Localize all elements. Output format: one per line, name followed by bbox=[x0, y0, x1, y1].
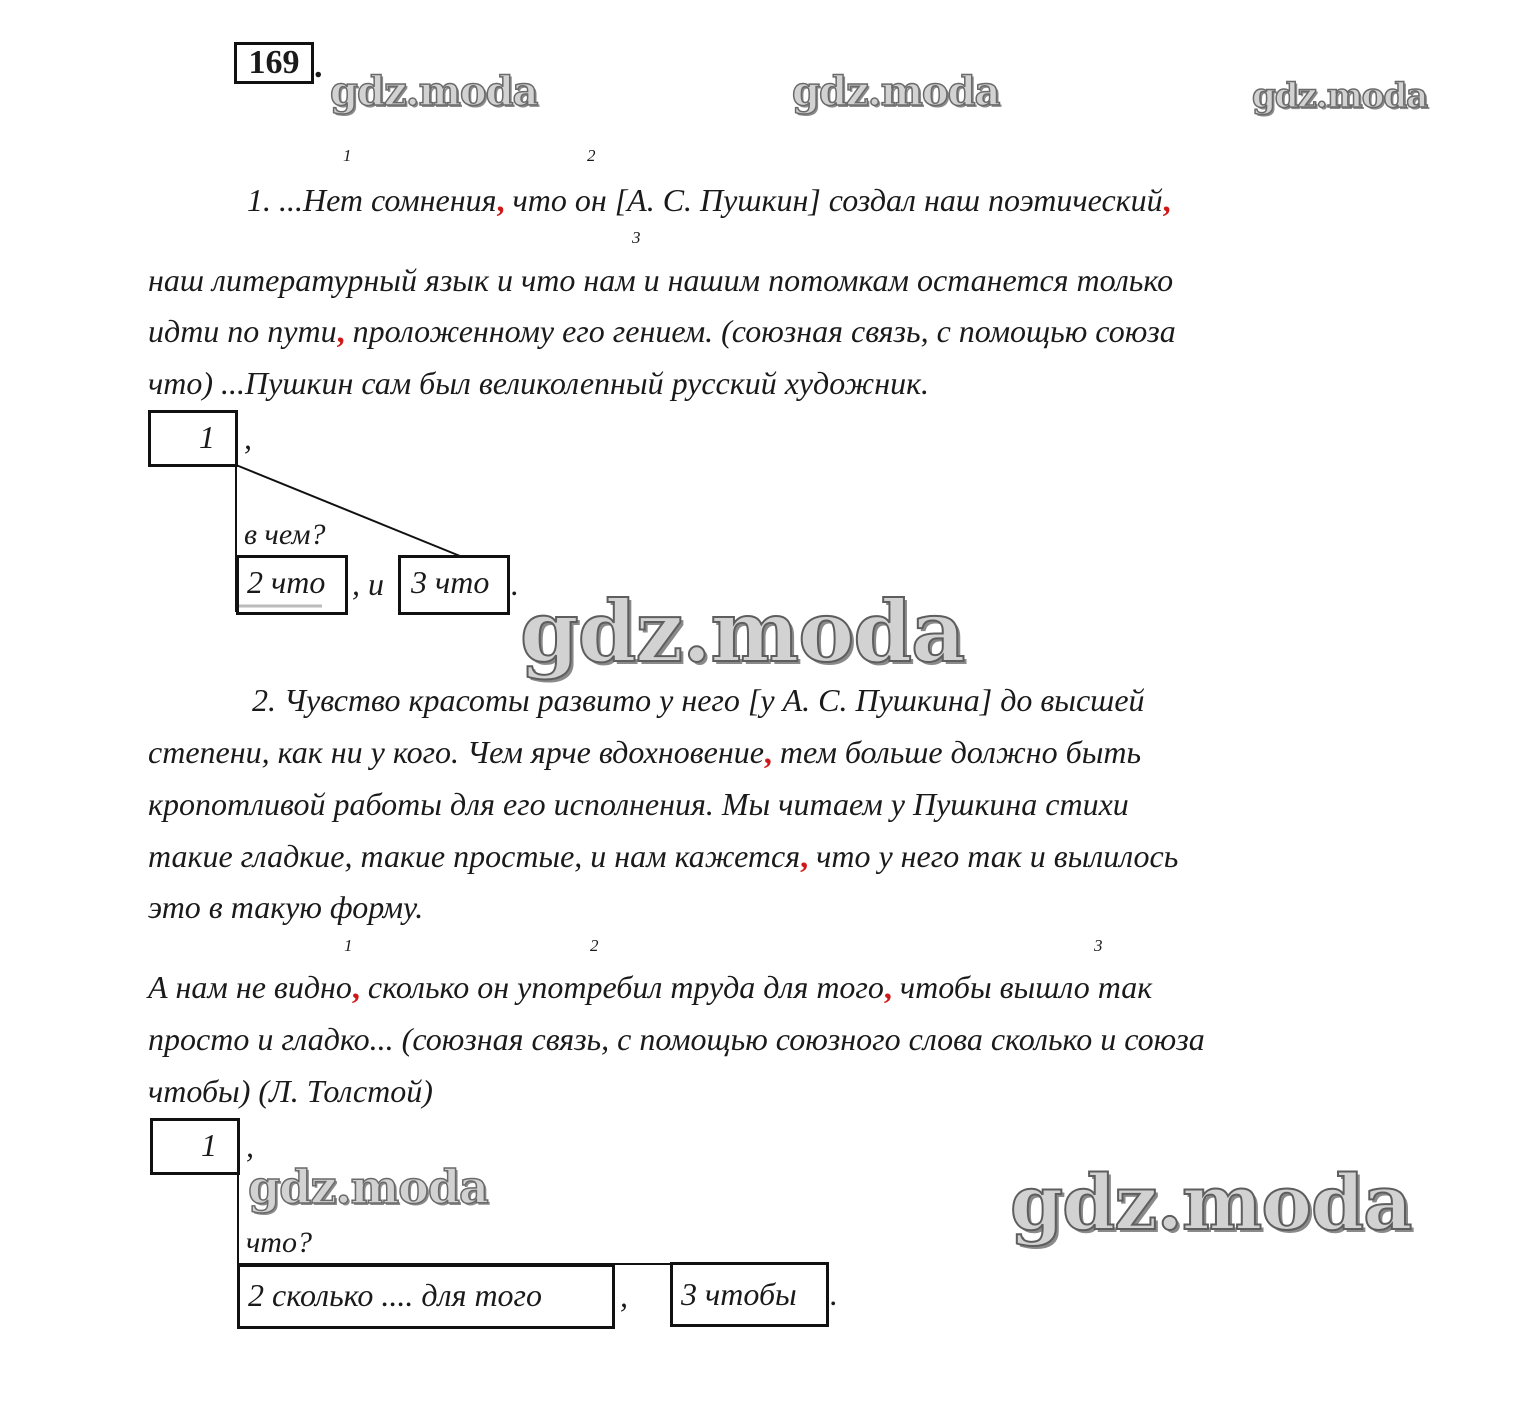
scheme1-clause-2: 2 что bbox=[236, 555, 348, 615]
scheme2-clause-3: 3 чтобы bbox=[670, 1262, 829, 1327]
sentence2-line2: степени, как ни у кого. Чем ярче вдохновение, тем больше должно быть bbox=[148, 734, 1142, 770]
inserted-comma: , bbox=[763, 734, 772, 770]
scheme1-main-clause: 1 bbox=[148, 410, 238, 467]
clause-number-1: 1 bbox=[344, 936, 353, 955]
task-number-dot: . bbox=[314, 48, 323, 85]
inserted-comma: , bbox=[336, 313, 345, 349]
scheme2-question: что? bbox=[246, 1226, 312, 1259]
scheme2-period: . bbox=[830, 1276, 838, 1312]
scheme1-period: . bbox=[511, 566, 519, 602]
scheme2-main-clause: 1 bbox=[150, 1118, 240, 1175]
sentence2-line6: А нам не видно, сколько он употребил труда для того, чтобы вышло так bbox=[148, 969, 1153, 1005]
clause-number-2: 2 bbox=[587, 146, 596, 165]
inserted-comma: , bbox=[1162, 182, 1171, 218]
watermark: gdz.moda bbox=[330, 68, 538, 115]
sentence2-line3: кропотливой работы для его исполнения. Мы читаем у Пушкина стихи bbox=[148, 786, 1129, 822]
clause-number-3: 3 bbox=[632, 228, 641, 247]
clause-number-2: 2 bbox=[590, 936, 599, 955]
sentence2-line1: 2. Чувство красоты развито у него [у А. С. Пушкина] до высшей bbox=[252, 682, 1145, 718]
task-number-box: 169 bbox=[234, 42, 314, 84]
scheme2-clause-2: 2 сколько .... для того bbox=[237, 1264, 615, 1329]
watermark: gdz.moda bbox=[248, 1160, 488, 1214]
scheme2-separator: , bbox=[620, 1278, 628, 1314]
sentence2-line5: это в такую форму. bbox=[148, 889, 424, 925]
clause-number-1: 1 bbox=[343, 146, 352, 165]
watermark: gdz.moda bbox=[1252, 76, 1428, 116]
scheme1-question: в чем? bbox=[244, 518, 326, 551]
scheme1-clause-3: 3 что bbox=[398, 555, 510, 615]
inserted-comma: , bbox=[800, 838, 809, 874]
watermark: gdz.moda bbox=[792, 68, 1000, 115]
scheme2-comma: , bbox=[246, 1128, 254, 1164]
inserted-comma: , bbox=[351, 969, 360, 1005]
clause-number-3: 3 bbox=[1094, 936, 1103, 955]
inserted-comma: , bbox=[496, 182, 505, 218]
scheme1-conjunction: , и bbox=[352, 566, 384, 602]
sentence1-line1: 1. ...Нет сомнения, что он [А. С. Пушкин] создал наш поэтический, bbox=[247, 182, 1171, 218]
sentence2-line4: такие гладкие, такие простые, и нам кажется, что у него так и вылилось bbox=[148, 838, 1179, 874]
inserted-comma: , bbox=[883, 969, 892, 1005]
scheme1-comma: , bbox=[244, 420, 252, 456]
sentence2-line7: просто и гладко... (союзная связь, с помощью союзного слова сколько и союза bbox=[148, 1021, 1205, 1057]
sentence1-line4: что) ...Пушкин сам был великолепный русский художник. bbox=[148, 365, 930, 401]
watermark: gdz.moda bbox=[1010, 1158, 1412, 1247]
sentence1-line2: наш литературный язык и что нам и нашим потомкам останется только bbox=[148, 262, 1174, 298]
sentence1-line3: идти по пути, проложенному его гением. (союзная связь, с помощью союза bbox=[148, 313, 1176, 349]
sentence2-line8: чтобы) (Л. Толстой) bbox=[148, 1073, 433, 1109]
watermark: gdz.moda bbox=[520, 582, 965, 681]
